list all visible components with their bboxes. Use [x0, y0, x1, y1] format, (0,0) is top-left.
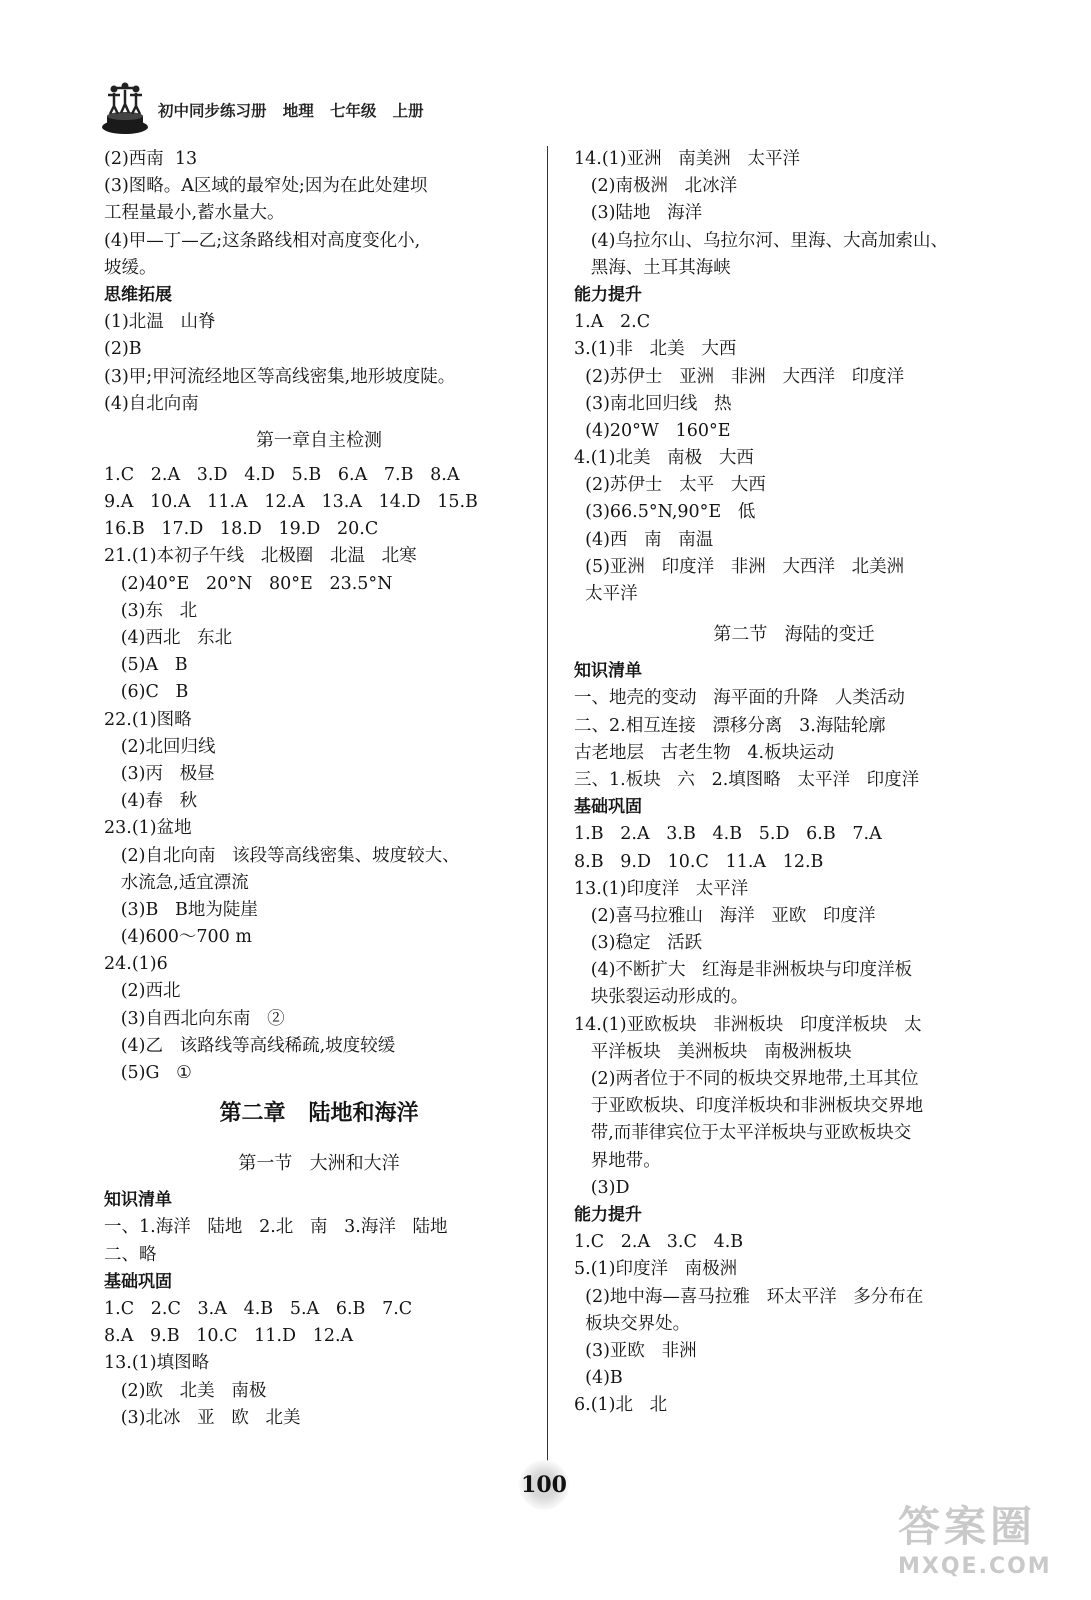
left-line: (5)G ①	[104, 1063, 192, 1083]
left-line: (2)欧 北美 南极	[104, 1380, 267, 1401]
right-line: (2)苏伊士 亚洲 非洲 大西洋 印度洋	[574, 366, 905, 387]
right-line: 平洋板块 美洲板块 南极洲板块	[574, 1041, 852, 1062]
left-line: (1)北温 山脊	[104, 312, 216, 333]
right-line: (2)地中海—喜马拉雅 环太平洋 多分布在	[574, 1286, 924, 1307]
book-logo-icon	[100, 80, 150, 136]
left-line: (4)甲—丁—乙;这条路线相对高度变化小,	[104, 230, 421, 251]
right-line: 3.(1)非 北美 大西	[574, 339, 737, 360]
right-column	[574, 146, 1014, 1419]
right-line: 4.(1)北美 南极 大西	[574, 448, 754, 469]
right-line: 8.B 9.D 10.C 11.A 12.B	[574, 851, 824, 872]
left-line: (4)西北 东北	[104, 628, 233, 648]
left-line: 1.C 2.A 3.D 4.D 5.B 6.A 7.B 8.A	[104, 464, 460, 485]
left-line: 一、1.海洋 陆地 2.北 南 3.海洋 陆地	[104, 1217, 448, 1238]
right-line: 6.(1)北 北	[574, 1395, 668, 1416]
left-line: (3)图略。A区域的最窄处;因为在此处建坝	[104, 176, 428, 197]
right-line: 三、1.板块 六 2.填图略 太平洋 印度洋	[574, 769, 920, 790]
right-line: (4)西 南 南温	[574, 529, 714, 550]
left-line: (3)B B地为陡崖	[104, 899, 258, 920]
right-line: 带,而菲律宾位于太平洋板块与亚欧板块交	[574, 1123, 912, 1144]
left-line: (2)西北	[104, 981, 181, 1002]
left-subheading: 知识清单	[104, 1190, 172, 1211]
left-line: (4)春 秋	[104, 791, 198, 812]
right-line: 1.C 2.A 3.C 4.B	[574, 1232, 744, 1253]
right-line: 5.(1)印度洋 南极洲	[574, 1259, 738, 1280]
left-line: (2)自北向南 该段等高线密集、坡度较大、	[104, 845, 460, 866]
left-line: 13.(1)填图略	[104, 1353, 210, 1374]
left-line: (6)C B	[104, 682, 189, 703]
right-line: (3)D	[574, 1177, 630, 1198]
right-line: (3)亚欧 非洲	[574, 1340, 697, 1361]
right-line: (3)稳定 活跃	[574, 933, 703, 954]
left-line: 9.A 10.A 11.A 12.A 13.A 14.D 15.B	[104, 492, 478, 513]
left-subheading: 基础巩固	[104, 1271, 172, 1292]
right-line: (5)亚洲 印度洋 非洲 大西洋 北美洲	[574, 556, 905, 577]
left-line: 1.C 2.C 3.A 4.B 5.A 6.B 7.C	[104, 1298, 413, 1319]
left-line: 工程量最小,蓄水量大。	[104, 203, 285, 224]
header-title: 初中同步练习册 地理 七年级 上册	[158, 102, 424, 120]
left-line: (3)丙 极昼	[104, 763, 215, 784]
right-line: (2)两者位于不同的板块交界地带,土耳其位	[574, 1069, 919, 1089]
right-section-title: 第二节 海陆的变迁	[713, 624, 875, 646]
right-subheading: 能力提升	[574, 284, 642, 305]
left-line: 23.(1)盆地	[104, 818, 192, 839]
left-line: (2)40°E 20°N 80°E 23.5°N	[104, 573, 393, 594]
left-line: 21.(1)本初子午线 北极圈 北温 北寒	[104, 546, 417, 567]
right-subheading: 知识清单	[574, 661, 642, 682]
left-line: (4)600～700 m	[104, 927, 252, 948]
right-line: (4)不断扩大 红海是非洲板块与印度洋板	[574, 960, 913, 981]
right-subheading: 能力提升	[574, 1204, 642, 1225]
right-line: (4)20°W 160°E	[574, 420, 731, 441]
right-subheading: 基础巩固	[574, 797, 642, 818]
left-line: (2)B	[104, 339, 142, 360]
right-line: (3)南北回归线 热	[574, 393, 732, 414]
left-line: 8.A 9.B 10.C 11.D 12.A	[104, 1326, 354, 1347]
right-line: 于亚欧板块、印度洋板块和非洲板块交界地	[574, 1096, 924, 1117]
right-line: (3)陆地 海洋	[574, 203, 703, 224]
left-line: 22.(1)图略	[104, 709, 192, 730]
right-line: (3)66.5°N,90°E 低	[574, 502, 756, 523]
right-line: 块张裂运动形成的。	[574, 987, 749, 1008]
left-line: (5)A B	[104, 655, 188, 676]
left-line: 二、略	[104, 1244, 157, 1265]
left-chapter-title: 第二章 陆地和海洋	[219, 1101, 419, 1127]
right-line: 古老地层 古老生物 4.板块运动	[574, 742, 835, 763]
left-line: (4)乙 该路线等高线稀疏,坡度较缓	[104, 1035, 396, 1056]
left-subheading: 思维拓展	[104, 284, 172, 305]
right-line: 二、2.相互连接 漂移分离 3.海陆轮廓	[574, 715, 886, 736]
right-line: 1.B 2.A 3.B 4.B 5.D 6.B 7.A	[574, 824, 882, 845]
column-divider	[547, 146, 548, 1464]
watermark-url: MXQE.COM	[898, 1554, 1052, 1579]
left-line: (4)自北向南	[104, 393, 199, 414]
right-line: 黑海、土耳其海峡	[574, 257, 731, 278]
right-line: (4)B	[574, 1368, 623, 1389]
left-line: 坡缓。	[104, 257, 157, 278]
left-line: (2)西南 13	[104, 149, 198, 169]
right-line: (2)南极洲 北冰洋	[574, 176, 738, 197]
right-line: 1.A 2.C	[574, 312, 651, 333]
right-line: 板块交界处。	[574, 1313, 691, 1334]
watermark-logo-text: 答案圈	[898, 1502, 1037, 1551]
left-line: 24.(1)6	[104, 954, 168, 975]
left-line: (2)北回归线	[104, 736, 216, 757]
left-column	[104, 146, 534, 1432]
left-section-title: 第一章自主检测	[256, 429, 382, 451]
right-line: (4)乌拉尔山、乌拉尔河、里海、大高加索山、	[574, 230, 948, 251]
left-line: (3)东 北	[104, 600, 198, 621]
left-line: 水流急,适宜漂流	[104, 872, 249, 893]
right-line: 13.(1)印度洋 太平洋	[574, 878, 749, 899]
right-line: (2)喜马拉雅山 海洋 亚欧 印度洋	[574, 905, 876, 926]
right-line: 14.(1)亚欧板块 非洲板块 印度洋板块 太	[574, 1014, 922, 1035]
left-line: 16.B 17.D 18.D 19.D 20.C	[104, 519, 379, 540]
right-line: 14.(1)亚洲 南美洲 太平洋	[574, 149, 800, 169]
left-line: (3)自西北向东南 ②	[104, 1008, 285, 1029]
left-section-title: 第一节 大洲和大洋	[238, 1153, 400, 1175]
page-number: 100	[521, 1472, 567, 1498]
right-line: 界地带。	[574, 1150, 661, 1171]
page-header	[100, 80, 580, 140]
right-line: 太平洋	[574, 584, 638, 604]
right-line: (2)苏伊士 太平 大西	[574, 475, 766, 496]
left-line: (3)甲;甲河流经地区等高线密集,地形坡度陡。	[104, 366, 456, 387]
left-line: (3)北冰 亚 欧 北美	[104, 1407, 301, 1428]
watermark	[898, 1502, 1078, 1588]
right-line: 一、地壳的变动 海平面的升降 人类活动	[574, 688, 905, 709]
